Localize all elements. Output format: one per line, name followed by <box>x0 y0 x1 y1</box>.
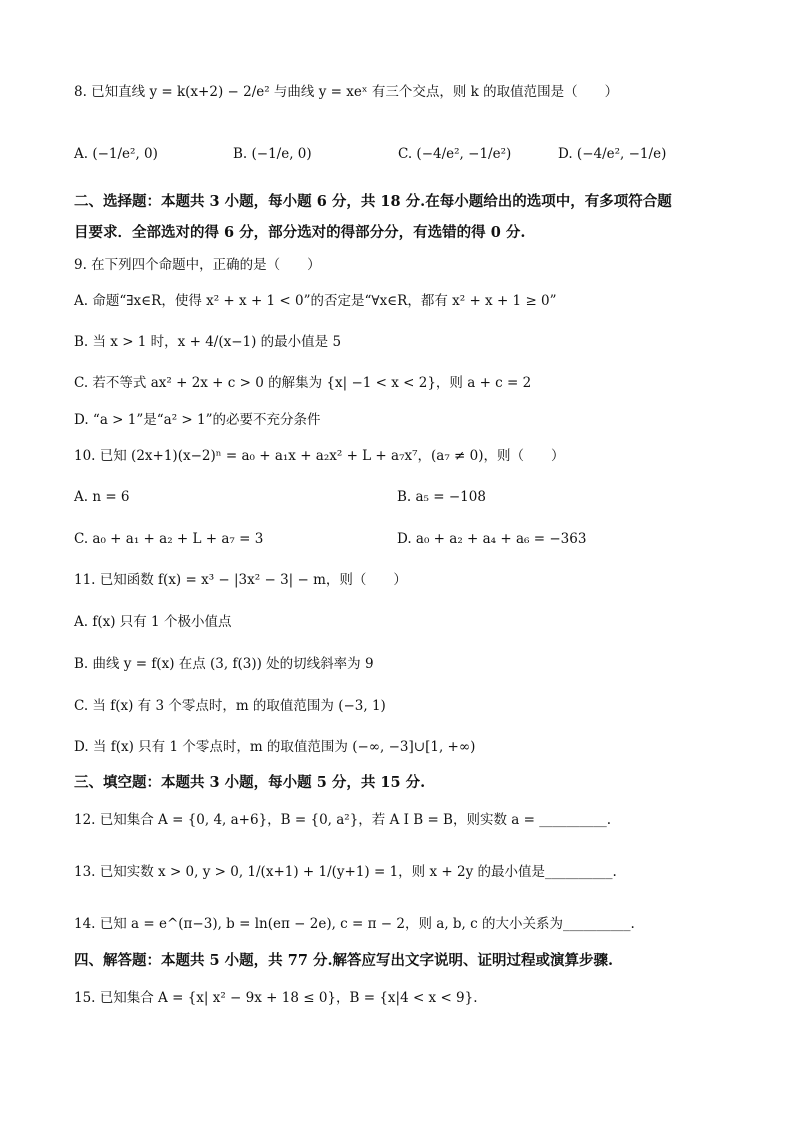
q11-option-a: A. f(x) 只有 1 个极小值点 <box>74 614 232 630</box>
q9-option-d: D. “a > 1”是“a² > 1”的必要不充分条件 <box>74 412 321 428</box>
q8-option-b: B. (−1/e, 0) <box>233 146 312 162</box>
question-12: 12. 已知集合 A = {0, 4, a+6}，B = {0, a²}，若 A I B = B，则实数 a = __________. <box>74 812 612 828</box>
q9-stem: 9. 在下列四个命题中，正确的是（ ） <box>74 257 321 273</box>
section-3-heading: 三、填空题：本题共 3 小题，每小题 5 分，共 15 分. <box>74 774 426 791</box>
q8-option-c: C. (−4/e², −1/e²) <box>398 146 512 162</box>
q11-option-c: C. 当 f(x) 有 3 个零点时，m 的取值范围为 (−3, 1) <box>74 698 386 714</box>
q10-option-a: A. n = 6 <box>74 489 130 505</box>
q10-option-b: B. a₅ = −108 <box>397 489 486 505</box>
q9-option-a: A. 命题“∃x∈R，使得 x² + x + 1 < 0”的否定是“∀x∈R，都有 x² + x + 1 ≥ 0” <box>74 293 557 309</box>
q10-stem: 10. 已知 (2x+1)(x−2)ⁿ = a₀ + a₁x + a₂x² + L + a₇x⁷，(a₇ ≠ 0)，则（ ） <box>74 448 565 464</box>
q8-option-a: A. (−1/e², 0) <box>74 146 158 162</box>
q8-stem: 8. 已知直线 y = k(x+2) − 2/e² 与曲线 y = xeˣ 有三个交点，则 k 的取值范围是（ ） <box>74 84 619 100</box>
q9-option-b: B. 当 x > 1 时，x + 4/(x−1) 的最小值是 5 <box>74 334 342 350</box>
question-13: 13. 已知实数 x > 0, y > 0, 1/(x+1) + 1/(y+1) = 1，则 x + 2y 的最小值是__________. <box>74 864 617 880</box>
section-2-heading-line2: 目要求．全部选对的得 6 分，部分选对的得部分分，有选错的得 0 分. <box>74 224 526 241</box>
question-14: 14. 已知 a = e^(π−3), b = ln(eπ − 2e), c = π − 2，则 a, b, c 的大小关系为__________. <box>74 916 635 932</box>
q11-option-b: B. 曲线 y = f(x) 在点 (3, f(3)) 处的切线斜率为 9 <box>74 656 374 672</box>
q8-option-d: D. (−4/e², −1/e) <box>558 146 667 162</box>
q10-option-d: D. a₀ + a₂ + a₄ + a₆ = −363 <box>397 531 587 547</box>
q11-option-d: D. 当 f(x) 只有 1 个零点时，m 的取值范围为 (−∞, −3]∪[1, +∞) <box>74 739 476 755</box>
q9-option-c: C. 若不等式 ax² + 2x + c > 0 的解集为 {x| −1 < x < 2}，则 a + c = 2 <box>74 375 532 391</box>
q11-stem: 11. 已知函数 f(x) = x³ − |3x² − 3| − m，则（ ） <box>74 572 407 588</box>
section-2-heading-line1: 二、选择题：本题共 3 小题，每小题 6 分，共 18 分.在每小题给出的选项中，有多项符合题 <box>74 193 672 210</box>
q10-option-c: C. a₀ + a₁ + a₂ + L + a₇ = 3 <box>74 531 264 547</box>
question-15: 15. 已知集合 A = {x| x² − 9x + 18 ≤ 0}，B = {x|4 < x < 9}. <box>74 990 478 1006</box>
section-4-heading: 四、解答题：本题共 5 小题，共 77 分.解答应写出文字说明、证明过程或演算步骤. <box>74 952 614 969</box>
